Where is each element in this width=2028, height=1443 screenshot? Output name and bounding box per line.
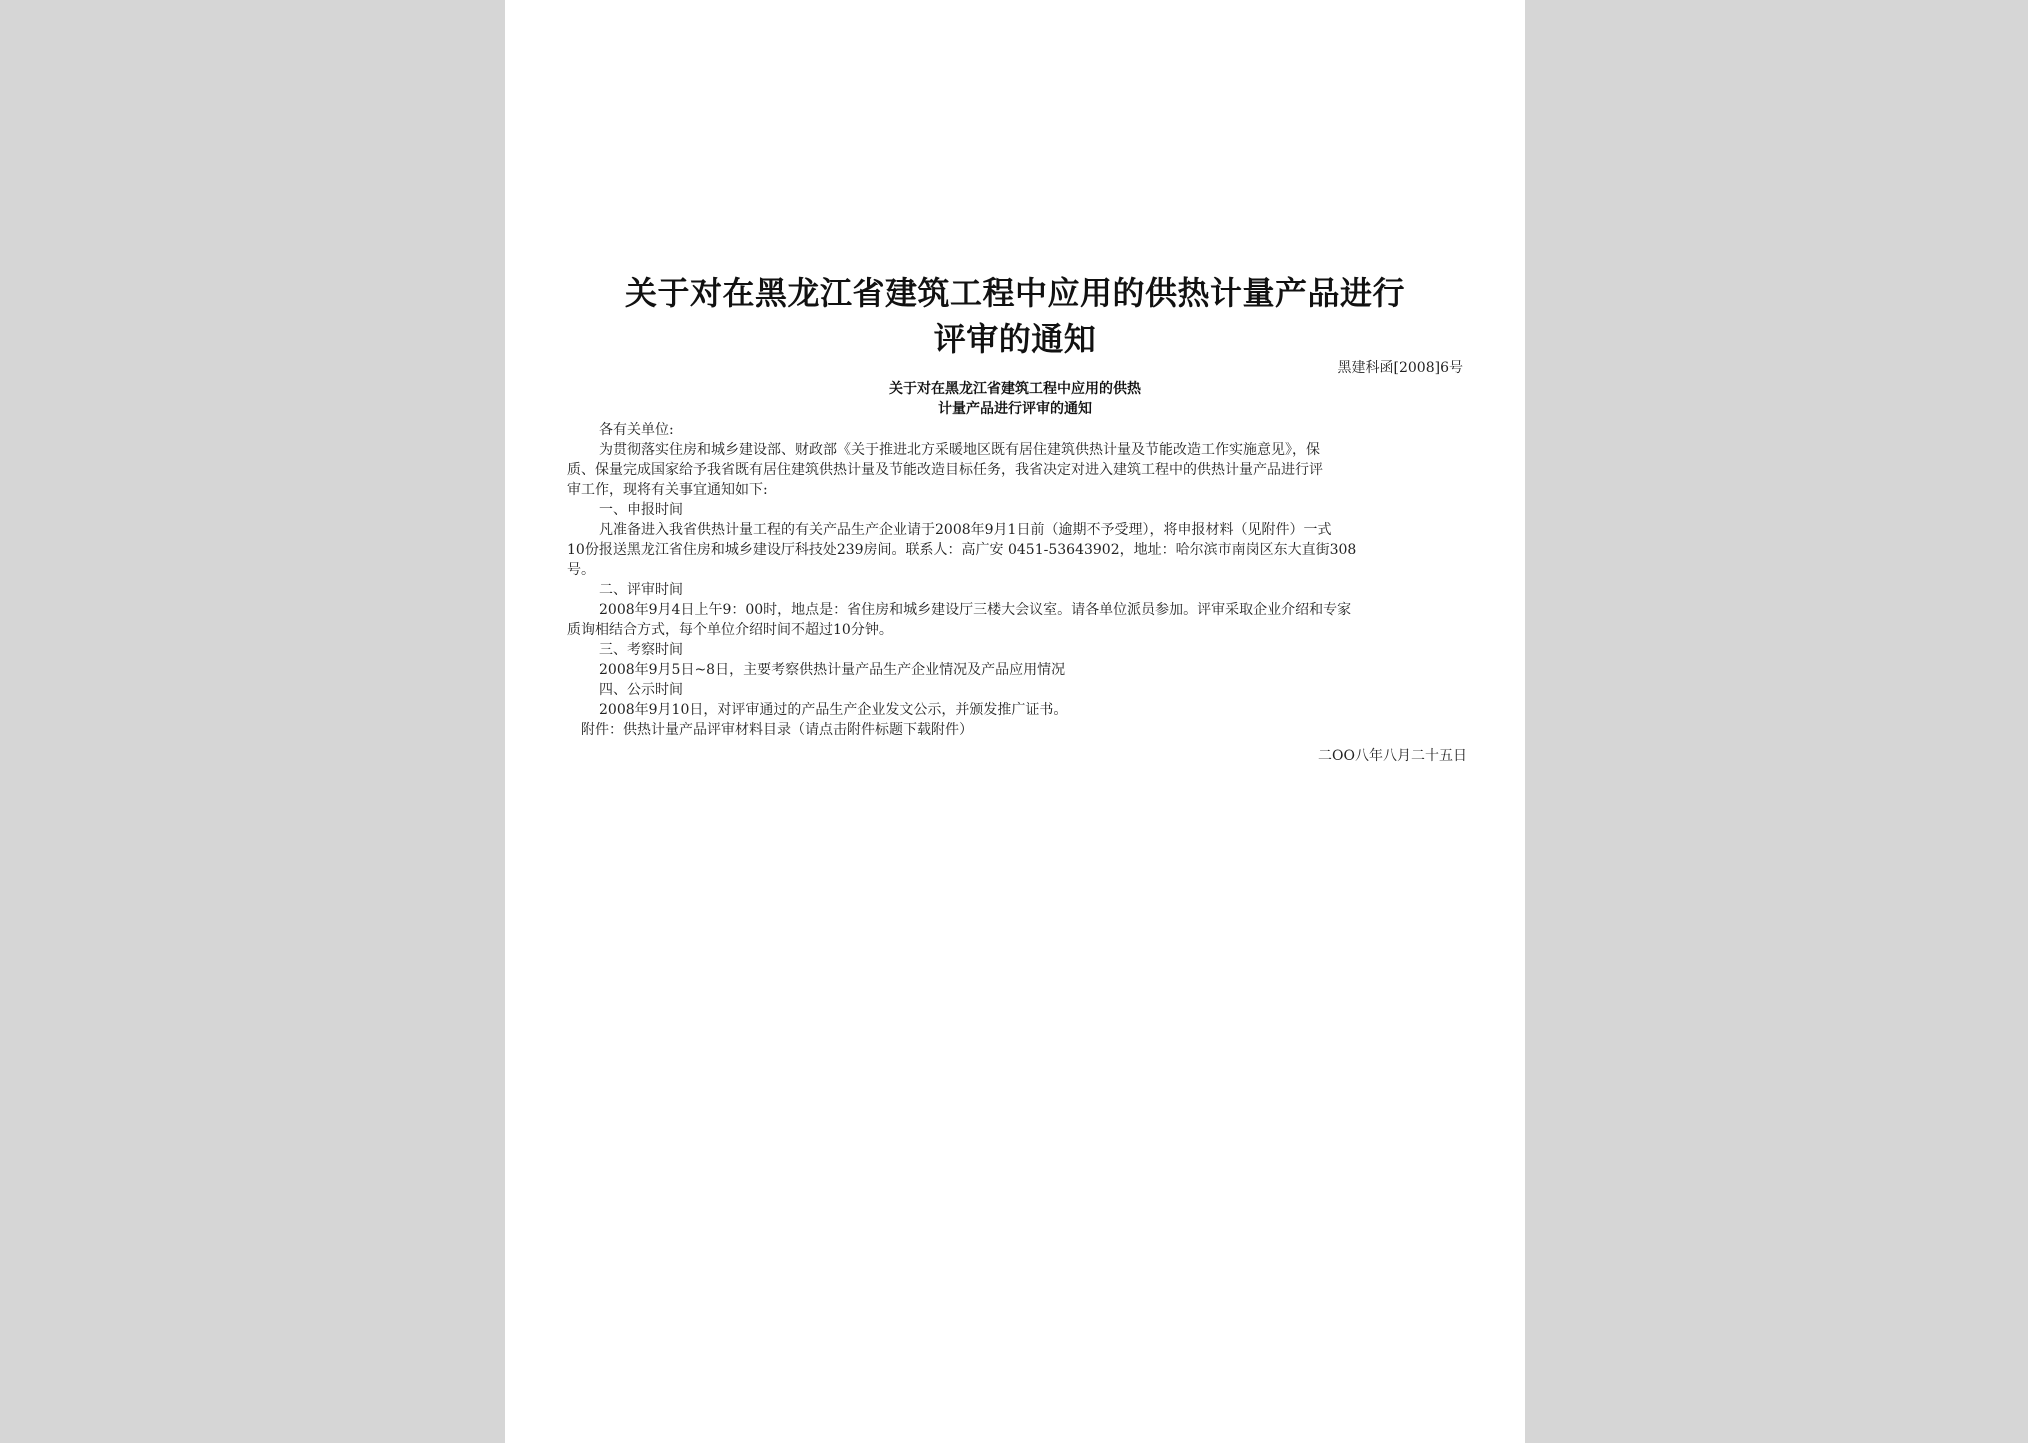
- attachment-link[interactable]: 附件：供热计量产品评审材料目录（请点击附件标题下载附件）: [581, 722, 973, 738]
- body-line: 质询相结合方式，每个单位介绍时间不超过10分钟。: [567, 622, 893, 638]
- body-line: 10份报送黑龙江省住房和城乡建设厅科技处239房间。联系人：高广安 0451-53643902，地址：哈尔滨市南岗区东大直街308: [567, 542, 1357, 558]
- document-subtitle-line-2: 计量产品进行评审的通知: [938, 401, 1092, 417]
- body-line: 2008年9月10日，对评审通过的产品生产企业发文公示，并颁发推广证书。: [599, 702, 1068, 718]
- body-line: 为贯彻落实住房和城乡建设部、财政部《关于推进北方采暖地区既有居住建筑供热计量及节能改造工作实施意见》，保: [599, 442, 1320, 458]
- document-subtitle-line-1: 关于对在黑龙江省建筑工程中应用的供热: [889, 381, 1141, 397]
- body-line: 2008年9月5日~8日，主要考察供热计量产品生产企业情况及产品应用情况: [599, 662, 1066, 678]
- body-line: 审工作，现将有关事宜通知如下:: [567, 482, 768, 498]
- document-number: 黑建科函[2008]6号: [1337, 360, 1463, 376]
- section-heading: 二、评审时间: [599, 582, 683, 598]
- section-heading: 一、申报时间: [599, 502, 683, 518]
- document-body: [567, 420, 1467, 766]
- document-date: 二OO八年八月二十五日: [1318, 748, 1467, 764]
- body-line: 号。: [567, 562, 595, 578]
- section-heading: 三、考察时间: [599, 642, 683, 658]
- document-page: [505, 0, 1525, 1443]
- body-line: 2008年9月4日上午9：00时，地点是：省住房和城乡建设厅三楼大会议室。请各单位派员参加。评审采取企业介绍和专家: [599, 602, 1352, 618]
- section-heading: 四、公示时间: [599, 682, 683, 698]
- body-line: 凡准备进入我省供热计量工程的有关产品生产企业请于2008年9月1日前（逾期不予受理），将申报材料（见附件）一式: [599, 522, 1332, 538]
- body-line: 质、保量完成国家给予我省既有居住建筑供热计量及节能改造目标任务，我省决定对进入建筑工程中的供热计量产品进行评: [567, 462, 1323, 478]
- salutation: 各有关单位:: [599, 422, 674, 438]
- document-title-line-2: 评审的通知: [933, 320, 1097, 358]
- document-title-line-1: 关于对在黑龙江省建筑工程中应用的供热计量产品进行: [624, 274, 1405, 312]
